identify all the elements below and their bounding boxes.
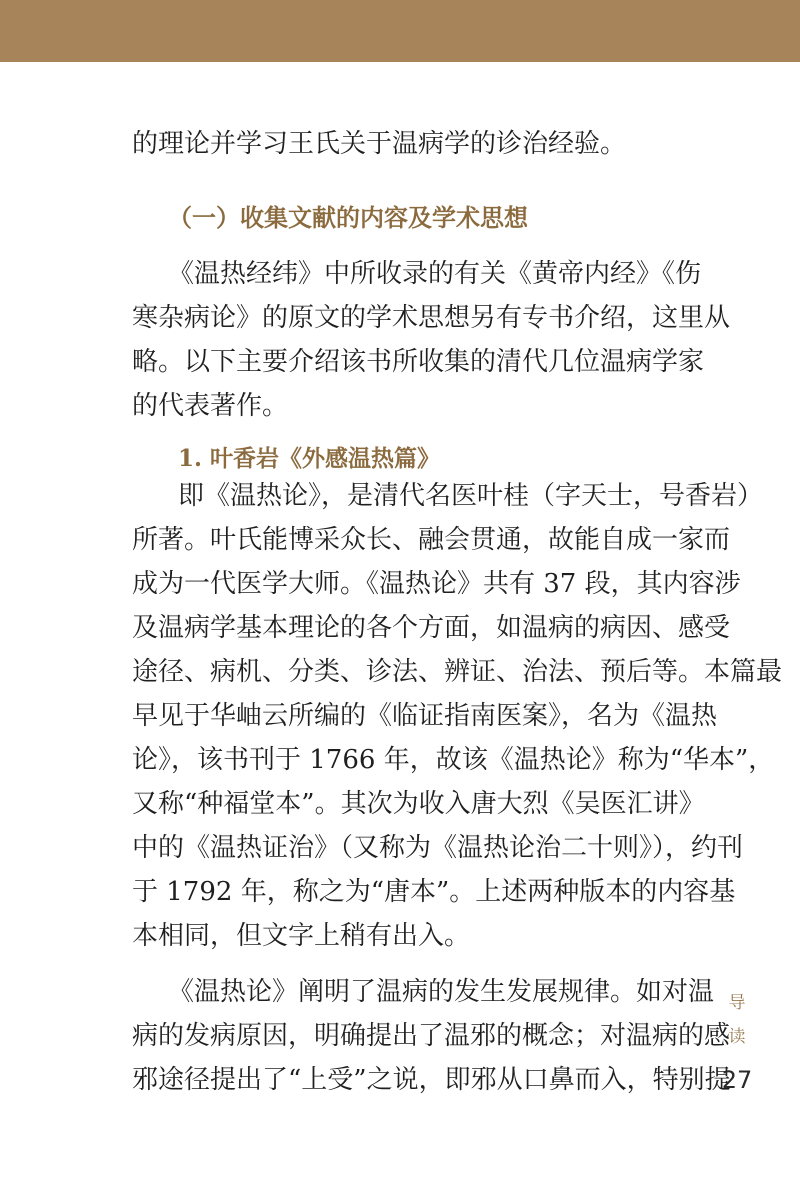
text-line: 本相同，但文字上稍有出入。 xyxy=(132,921,471,951)
text-line: 的理论并学习王氏关于温病学的诊治经验。 xyxy=(132,129,627,159)
intro-line xyxy=(132,122,688,166)
side-nav-char-2: 读 xyxy=(728,1027,746,1047)
text-line: 寒杂病论》的原文的学术思想另有专书介绍，这里从 xyxy=(132,303,731,333)
paragraph-1 xyxy=(132,252,731,428)
text-line: 于 1792 年，称之为“唐本”。上述两种版本的内容基 xyxy=(132,877,736,907)
text-line: 成为一代医学大师。《温热论》共有 37 段，其内容涉 xyxy=(132,569,741,599)
section-heading: （一）收集文献的内容及学术思想 xyxy=(168,203,528,232)
text-line: 的代表著作。 xyxy=(132,391,289,421)
text-line: 《温热经纬》中所收录的有关《黄帝内经》《伤 xyxy=(168,259,702,289)
page-number: 27 xyxy=(721,1066,753,1094)
text-line: 略。以下主要介绍该书所收集的清代几位温病学家 xyxy=(132,347,705,377)
paragraph-3 xyxy=(132,970,731,1102)
subheading: 1. 叶香岩《外感温热篇》 xyxy=(178,445,441,472)
text-line: 又称“种福堂本”。其次为收入唐大烈《吴医汇讲》 xyxy=(132,789,705,819)
header-band xyxy=(0,0,800,62)
text-line: 即《温热论》，是清代名医叶桂（字天士，号香岩） xyxy=(178,481,764,511)
text-line: 邪途径提出了“上受”之说，即邪从口鼻而入，特别提 xyxy=(132,1065,731,1095)
text-line: 论》，该书刊于 1766 年，故该《温热论》称为“华本”， xyxy=(132,745,775,775)
text-line: 《温热论》阐明了温病的发生发展规律。如对温 xyxy=(168,977,715,1007)
text-line: 所著。叶氏能博采众长、融会贯通，故能自成一家而 xyxy=(132,525,731,555)
text-line: 早见于华岫云所编的《临证指南医案》，名为《温热 xyxy=(132,701,718,731)
text-line: 及温病学基本理论的各个方面，如温病的病因、感受 xyxy=(132,613,731,643)
text-line: 病的发病原因，明确提出了温邪的概念；对温病的感 xyxy=(132,1021,731,1051)
paragraph-2 xyxy=(132,474,783,958)
text-line: 中的《温热证治》（又称为《温热论治二十则》），约刊 xyxy=(132,833,744,863)
side-nav-char-1: 导 xyxy=(728,993,746,1013)
text-line: 途径、病机、分类、诊法、辨证、治法、预后等。本篇最 xyxy=(132,657,783,687)
